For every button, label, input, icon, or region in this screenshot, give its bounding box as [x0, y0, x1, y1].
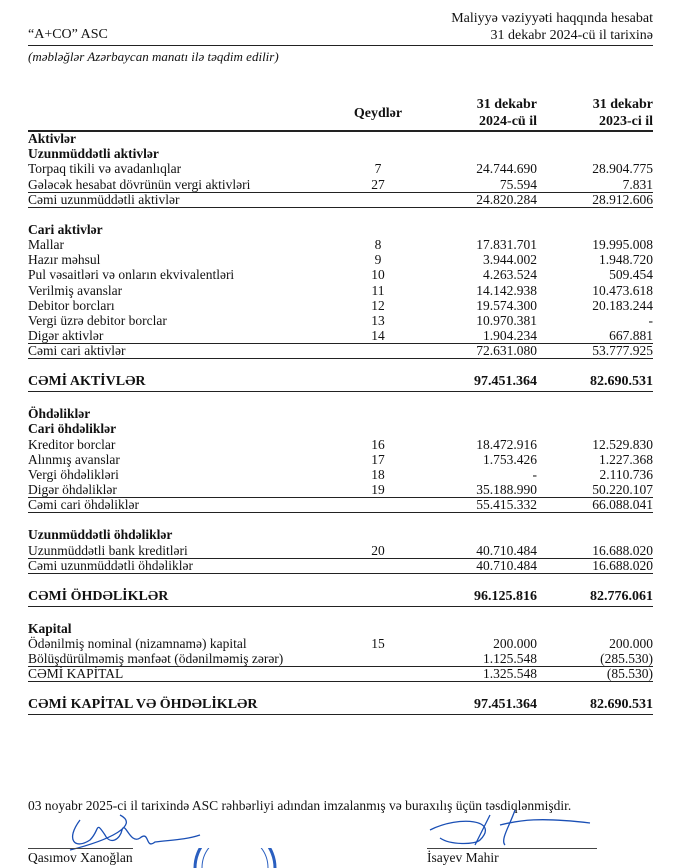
value-2024: 3.944.002: [483, 252, 537, 268]
table-row: [28, 452, 653, 467]
year-2023-header: 31 dekabr 2023-ci il: [592, 97, 653, 129]
table-row: [28, 543, 653, 558]
spacer: [28, 607, 653, 621]
company-seal: [190, 848, 280, 868]
total-row: [28, 373, 653, 392]
row-label: Uzunmüddətli öhdəliklər: [28, 527, 173, 543]
value-2024: 1.753.426: [483, 451, 537, 467]
value-2024: 55.415.332: [476, 497, 537, 513]
table-row: [28, 636, 653, 651]
note-ref: 18: [371, 467, 385, 482]
table-row: [28, 482, 653, 497]
section-heading: [28, 222, 653, 237]
signature-line: [28, 848, 133, 849]
spacer: [28, 513, 653, 527]
total-row: [28, 588, 653, 607]
value-2023: (285.530): [600, 651, 653, 667]
section-heading: [28, 131, 653, 146]
table-row: [28, 252, 653, 267]
section-heading: [28, 527, 653, 542]
row-label: Alınmış avanslar: [28, 451, 120, 467]
row-label: Uzunmüddətli aktivlər: [28, 146, 159, 162]
value-2023: 82.690.531: [590, 374, 653, 390]
value-2024: 14.142.938: [476, 282, 537, 298]
value-2024: 1.904.234: [483, 328, 537, 344]
row-label: Cari öhdəliklər: [28, 421, 117, 437]
value-2023: 82.776.061: [590, 588, 653, 604]
total-row: [28, 192, 653, 208]
value-2024: 10.970.381: [476, 312, 537, 328]
approval-text: 03 noyabr 2025-ci il tarixində ASC rəhbərliyi adından imzalanmış və buraxılış üçün təsdiqlənmişdir.: [28, 798, 572, 813]
spacer: [28, 359, 653, 373]
table-row: [28, 651, 653, 666]
value-2024: 19.574.300: [476, 297, 537, 313]
row-label: Verilmiş avanslar: [28, 282, 123, 298]
note-ref: 17: [371, 451, 385, 467]
row-label: Cəmi uzunmüddətli aktivlər: [28, 191, 180, 207]
value-2024: 72.631.080: [476, 343, 537, 359]
report-date: 31 dekabr 2024-cü il tarixinə: [490, 28, 653, 43]
note-ref: 8: [374, 236, 382, 252]
note-ref: 10: [371, 267, 385, 283]
signatory-1-name: Qasımov Xanoğlan: [28, 850, 133, 865]
section-heading: [28, 146, 653, 161]
value-2024: 1.325.548: [483, 666, 537, 682]
note-ref: 27: [371, 176, 385, 192]
column-headers: [28, 96, 653, 130]
value-2023: 50.220.107: [592, 482, 653, 498]
table-row: [28, 437, 653, 452]
note-ref: 20: [371, 542, 385, 558]
report-header: [451, 10, 653, 44]
table-row: [28, 313, 653, 328]
total-row: [28, 497, 653, 513]
signature-line: [427, 848, 597, 849]
value-2023: 509.454: [609, 267, 653, 283]
value-2023: 2.110.736: [599, 467, 653, 482]
value-2023: 19.995.008: [592, 236, 653, 252]
note-ref: 16: [371, 436, 385, 452]
row-label: Digər öhdəliklər: [28, 482, 117, 498]
value-2023: -: [648, 312, 653, 328]
table-row: [28, 467, 653, 482]
value-2024: -: [532, 467, 537, 482]
row-label: Uzunmüddətli bank kreditləri: [28, 542, 188, 558]
row-label: Ödənilmiş nominal (nizamnamə) kapital: [28, 635, 247, 651]
spacer: [28, 574, 653, 588]
row-label: Öhdəliklər: [28, 406, 91, 422]
value-2023: 16.688.020: [592, 542, 653, 558]
year-2024-header: 31 dekabr 2024-cü il: [476, 97, 537, 129]
note-ref: 12: [371, 297, 385, 313]
row-label: Kapital: [28, 620, 72, 636]
value-2023: 667.881: [609, 328, 653, 344]
table-row: [28, 267, 653, 282]
company-name: “A+CO” ASC: [28, 27, 108, 42]
value-2024: 35.188.990: [476, 482, 537, 498]
value-2024: 97.451.364: [474, 374, 537, 390]
table-row: [28, 177, 653, 192]
value-2024: 17.831.701: [476, 236, 537, 252]
notes-header: Qeydlər: [353, 106, 403, 121]
row-label: Debitor borcları: [28, 297, 115, 313]
row-label: Digər aktivlər: [28, 328, 104, 344]
value-2023: 28.904.775: [592, 161, 653, 177]
row-label: CƏMİ AKTİVLƏR: [28, 374, 146, 390]
balance-sheet-table: [28, 131, 653, 715]
row-label: Cari aktivlər: [28, 221, 103, 237]
row-label: Kreditor borclar: [28, 436, 116, 452]
row-label: Bölüşdürülməmiş mənfəət (ödənilməmiş zərər): [28, 651, 284, 667]
row-label: Aktivlər: [28, 131, 76, 146]
signature-2: [420, 805, 600, 850]
value-2023: 66.088.041: [592, 497, 653, 513]
table-row: [28, 298, 653, 313]
value-2023: 1.227.368: [599, 451, 653, 467]
value-2024: 40.710.484: [476, 542, 537, 558]
table-row: [28, 283, 653, 298]
note-ref: 19: [371, 482, 385, 498]
value-2024: 24.744.690: [476, 161, 537, 177]
row-label: Hazır məhsul: [28, 252, 101, 268]
row-label: Cəmi uzunmüddətli öhdəliklər: [28, 557, 193, 573]
value-2023: 20.183.244: [592, 297, 653, 313]
note-ref: 7: [374, 161, 382, 177]
value-2023: (85.530): [606, 666, 653, 682]
row-label: Cəmi cari aktivlər: [28, 343, 126, 359]
row-label: Cəmi cari öhdəliklər: [28, 497, 139, 513]
spacer: [28, 208, 653, 222]
note-ref: 11: [371, 282, 385, 298]
value-2023: 28.912.606: [592, 191, 653, 207]
section-heading: [28, 621, 653, 636]
report-title: Maliyyə vəziyyəti haqqında hesabat: [451, 11, 653, 26]
note-ref: 14: [371, 328, 385, 344]
value-2024: 97.451.364: [474, 697, 537, 713]
value-2023: 16.688.020: [592, 557, 653, 573]
row-label: Vergi öhdəlikləri: [28, 467, 119, 482]
value-2024: 40.710.484: [476, 557, 537, 573]
section-heading: [28, 406, 653, 421]
value-2024: 18.472.916: [476, 436, 537, 452]
table-row: [28, 328, 653, 343]
total-row: [28, 666, 653, 682]
value-2023: 1.948.720: [599, 252, 653, 268]
value-2023: 12.529.830: [592, 436, 653, 452]
row-label: Pul vəsaitləri və onların ekvivalentləri: [28, 267, 235, 283]
row-label: Vergi üzrə debitor borclar: [28, 312, 167, 328]
value-2024: 1.125.548: [483, 651, 537, 667]
total-row: [28, 343, 653, 359]
value-2023: 7.831: [622, 176, 653, 192]
value-2024: 24.820.284: [476, 191, 537, 207]
spacer: [28, 392, 653, 406]
value-2023: 10.473.618: [592, 282, 653, 298]
table-row: [28, 237, 653, 252]
value-2024: 96.125.816: [474, 588, 537, 604]
value-2024: 4.263.524: [483, 267, 537, 283]
value-2024: 200.000: [493, 635, 537, 651]
value-2023: 82.690.531: [590, 697, 653, 713]
note-ref: 9: [374, 252, 382, 268]
divider: [28, 45, 653, 46]
value-2023: 53.777.925: [592, 343, 653, 359]
value-2024: 75.594: [499, 176, 537, 192]
table-row: [28, 161, 653, 176]
signatory-2-name: İsayev Mahir: [427, 850, 499, 865]
value-2023: 200.000: [609, 635, 653, 651]
row-label: CƏMİ KAPİTAL VƏ ÖHDƏLİKLƏR: [28, 697, 258, 713]
row-label: CƏMİ ÖHDƏLİKLƏR: [28, 588, 169, 604]
spacer: [28, 682, 653, 696]
section-heading: [28, 421, 653, 436]
row-label: Gələcək hesabat dövrünün vergi aktivləri: [28, 176, 251, 192]
note-ref: 15: [371, 635, 385, 651]
row-label: CƏMİ KAPİTAL: [28, 666, 124, 682]
row-label: Torpaq tikili və avadanlıqlar: [28, 161, 182, 177]
total-row: [28, 558, 653, 574]
currency-note: (məbləğlər Azərbaycan manatı ilə təqdim edilir): [28, 49, 279, 64]
row-label: Mallar: [28, 236, 64, 252]
note-ref: 13: [371, 312, 385, 328]
total-row: [28, 696, 653, 715]
